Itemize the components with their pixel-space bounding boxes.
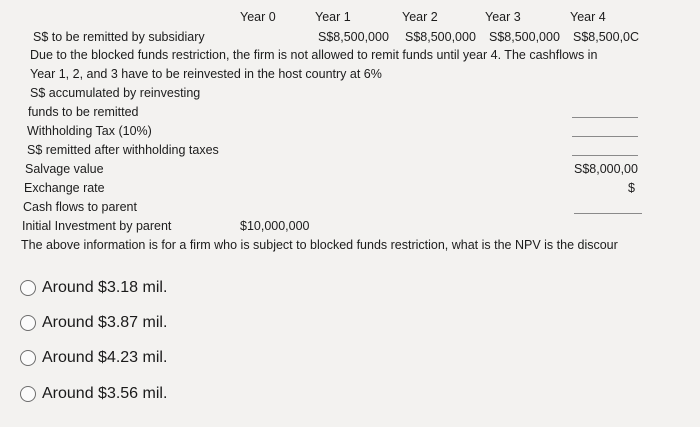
row-initial-investment: Initial Investment by parent [22,219,172,233]
header-year-0: Year 0 [240,10,276,24]
row-after-tax: S$ remitted after withholding taxes [27,143,219,157]
remitted-year-1: S$8,500,000 [318,30,389,44]
answer-blank-cash-flows[interactable] [574,213,642,214]
radio-button[interactable] [20,386,36,402]
header-year-3: Year 3 [485,10,521,24]
header-year-2: Year 2 [402,10,438,24]
option-2[interactable] [20,314,167,332]
row-withholding-tax: Withholding Tax (10%) [27,124,152,138]
row-salvage-value: Salvage value [25,162,104,176]
row-accumulated: S$ accumulated by reinvesting [30,86,201,100]
header-year-4: Year 4 [570,10,606,24]
answer-blank-after-tax[interactable] [572,155,638,156]
remitted-year-4: S$8,500,0C [573,30,640,44]
option-label: Around $3.18 mil. [42,279,168,296]
row-exchange-rate: Exchange rate [24,181,105,195]
radio-button[interactable] [20,315,36,331]
remitted-year-2: S$8,500,000 [405,30,476,44]
question-text: The above information is for a firm who is subject to blocked funds restriction, what is the NPV is the discour [21,238,618,252]
option-label: Around $3.87 mil. [42,314,168,331]
answer-blank-withholding[interactable] [572,136,638,137]
remitted-label: S$ to be remitted by subsidiary [33,30,205,44]
answer-blank-accumulated[interactable] [572,117,638,118]
row-funds-remitted: funds to be remitted [28,105,139,119]
exchange-rate-year-4: $ [628,181,635,195]
header-year-1: Year 1 [315,10,351,24]
option-4[interactable] [20,385,167,403]
note-line-1: Due to the blocked funds restriction, the firm is not allowed to remit funds until year 4. The cashflows in [30,48,598,62]
salvage-value-year-4: S$8,000,00 [574,162,638,176]
option-1[interactable] [20,279,167,297]
row-cash-flows: Cash flows to parent [23,200,137,214]
radio-button[interactable] [20,350,36,366]
note-line-2: Year 1, 2, and 3 have to be reinvested in the host country at 6% [30,67,382,81]
option-3[interactable] [20,349,167,367]
radio-button[interactable] [20,280,36,296]
option-label: Around $4.23 mil. [42,349,168,366]
option-label: Around $3.56 mil. [42,385,168,402]
remitted-year-3: S$8,500,000 [489,30,560,44]
initial-investment-value: $10,000,000 [240,219,310,233]
